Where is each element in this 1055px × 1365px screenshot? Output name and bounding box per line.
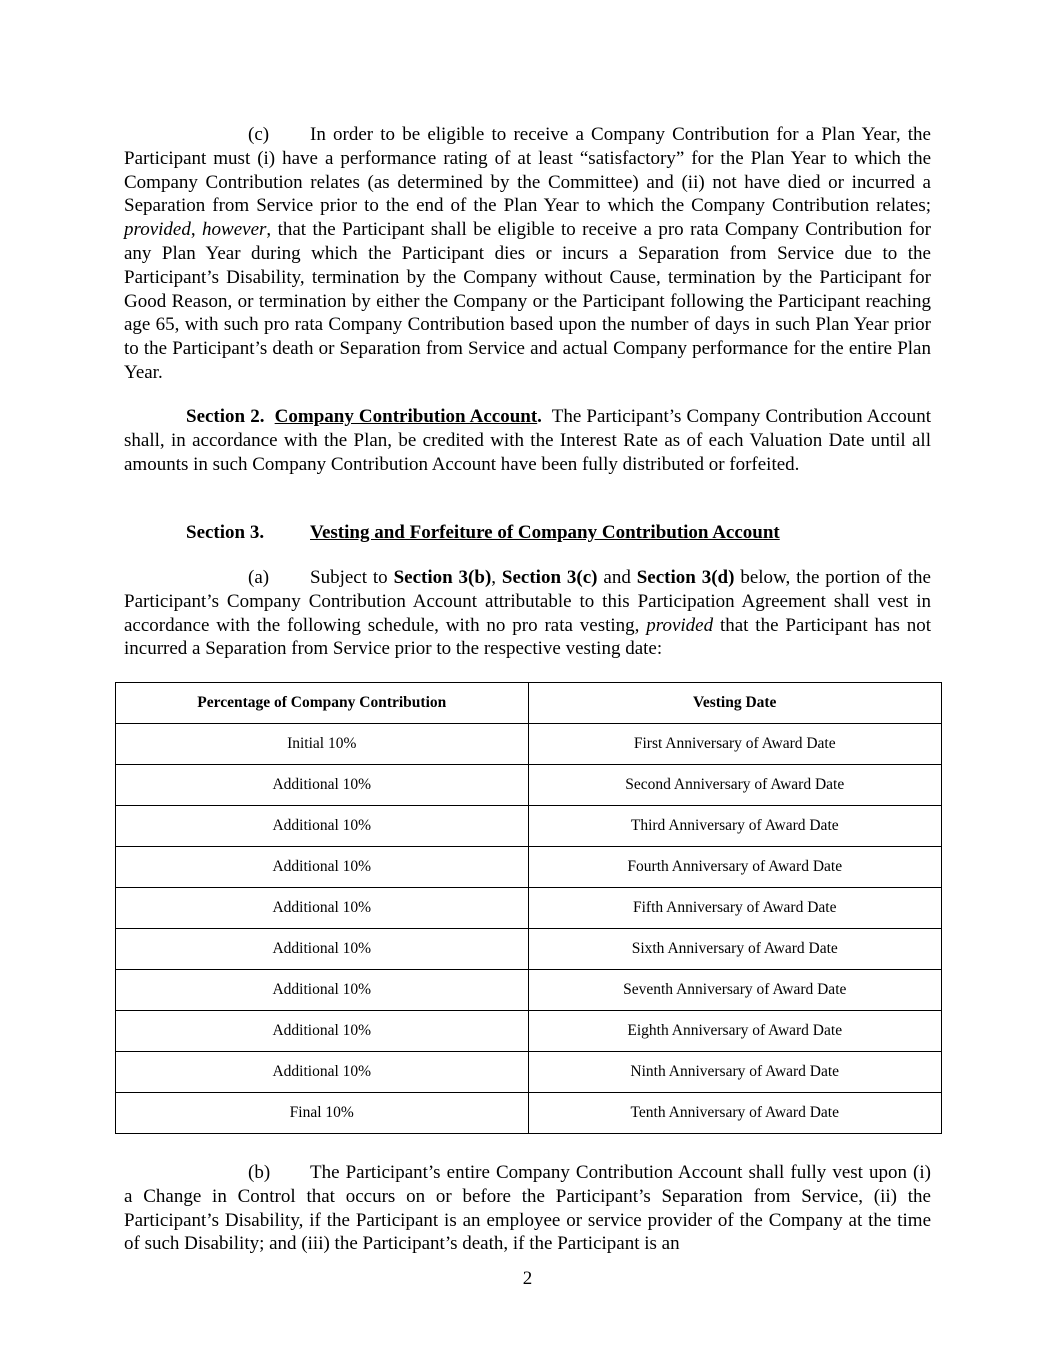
table-row <box>116 1052 942 1093</box>
percentage-cell: Additional 10% <box>116 929 529 970</box>
vesting-date-cell: Ninth Anniversary of Award Date <box>528 1052 942 1093</box>
percentage-cell: Final 10% <box>116 1093 529 1134</box>
section-3c-reference: Section 3(c) <box>501 567 598 588</box>
paragraph-a-label: (a) <box>248 567 270 588</box>
section-3d-reference: Section 3(d) <box>636 567 735 588</box>
paragraph-a-text-4: below, the portion of the Participant’s Company Contribution Account attributable to this Participation Agreement shall vest in accordance with the following schedule, with no pro rata vesting, <box>124 567 931 636</box>
vesting-date-cell: Tenth Anniversary of Award Date <box>528 1093 942 1134</box>
table-row <box>116 806 942 847</box>
vesting-date-cell: Sixth Anniversary of Award Date <box>528 929 942 970</box>
section-2-period: . <box>537 406 542 427</box>
section-3-number: Section 3. <box>186 522 265 543</box>
provided-term: provided <box>124 219 191 241</box>
paragraph-b-label: (b) <box>248 1162 271 1183</box>
section-2-paragraph <box>124 405 931 476</box>
section-2-text: The Participant’s Company Contribution Account shall, in accordance with the Plan, be credited with the Interest Rate as of each Valuation Date until all amounts in such Company Contribution Account have been fully distributed or forfeited. <box>124 406 932 475</box>
vesting-date-cell: Seventh Anniversary of Award Date <box>528 970 942 1011</box>
vesting-date-cell: Fifth Anniversary of Award Date <box>528 888 942 929</box>
percentage-cell: Additional 10% <box>116 765 529 806</box>
section-3-title: Vesting and Forfeiture of Company Contribution Account <box>310 522 780 543</box>
provided-term-a: provided <box>646 614 714 636</box>
table-row <box>116 1093 942 1134</box>
paragraph-a-text-5: that the Participant has not incurred a Separation from Service prior to the respective vesting date: <box>124 614 931 660</box>
paragraph-c-text-b: , that the Participant shall be eligible to receive a pro rata Company Contribution for any Plan Year during which the Participant dies or incurs a Separation from Service due to the Participant’s Disability, termination by the Company without Cause, termination by the Participant for Good Reason, or termination by either the Company or the Participant following the Participant reaching age 65, with such pro rata Company Contribution based upon the number of days in such Plan Year prior to the Participant’s death or Separation from Service and actual Company performance for the entire Plan Year. <box>124 219 931 383</box>
page-number: 2 <box>522 1268 533 1289</box>
table-row <box>116 888 942 929</box>
table-row <box>116 847 942 888</box>
vesting-schedule-table <box>115 682 942 1134</box>
header-percentage: Percentage of Company Contribution <box>116 683 529 724</box>
paragraph-a-text-3: and <box>597 567 637 588</box>
paragraph-c <box>124 123 931 385</box>
table-row <box>116 765 942 806</box>
paragraph-c-text-a: In order to be eligible to receive a Company Contribution for a Plan Year, the Participant must (i) have a performance rating of at least “satisfactory” for the Plan Year to which the Company Contribution relates (as determined by the Committee) and (ii) not have died or incurred a Separation from Service prior to the end of the Plan Year to which the Company Contribution relates; <box>124 124 931 217</box>
paragraph-c-label: (c) <box>248 124 270 145</box>
paragraph-c-comma: , <box>190 219 203 241</box>
percentage-cell: Initial 10% <box>116 724 529 765</box>
paragraph-b-text: The Participant’s entire Company Contribution Account shall fully vest upon (i) a Change in Control that occurs on or before the Participant’s Separation from Service, (ii) the Participant’s Disability, if the Participant is an employee or service provider of the Company at the time of such Disability; and (iii) the Participant’s death, if the Participant is an <box>124 1162 931 1255</box>
section-2-number: Section 2. <box>186 406 265 427</box>
vesting-date-cell: Third Anniversary of Award Date <box>528 806 942 847</box>
header-vesting-date: Vesting Date <box>528 683 942 724</box>
paragraph-a-text-1: Subject to <box>310 567 394 588</box>
vesting-date-cell: Fourth Anniversary of Award Date <box>528 847 942 888</box>
section-2-title: Company Contribution Account <box>274 406 538 427</box>
percentage-cell: Additional 10% <box>116 1052 529 1093</box>
paragraph-a <box>124 566 931 661</box>
paragraph-a-text-2: , <box>491 567 502 588</box>
table-row <box>116 929 942 970</box>
vesting-date-cell: Second Anniversary of Award Date <box>528 765 942 806</box>
paragraph-b <box>124 1161 931 1256</box>
vesting-date-cell: First Anniversary of Award Date <box>528 724 942 765</box>
table-row <box>116 1011 942 1052</box>
vesting-date-cell: Eighth Anniversary of Award Date <box>528 1011 942 1052</box>
table-header-row <box>116 683 942 724</box>
percentage-cell: Additional 10% <box>116 1011 529 1052</box>
percentage-cell: Additional 10% <box>116 847 529 888</box>
table-row <box>116 724 942 765</box>
percentage-cell: Additional 10% <box>116 970 529 1011</box>
percentage-cell: Additional 10% <box>116 888 529 929</box>
table-row <box>116 970 942 1011</box>
section-3b-reference: Section 3(b) <box>393 567 492 588</box>
however-term: however <box>202 219 267 241</box>
percentage-cell: Additional 10% <box>116 806 529 847</box>
section-3-heading <box>186 521 780 545</box>
